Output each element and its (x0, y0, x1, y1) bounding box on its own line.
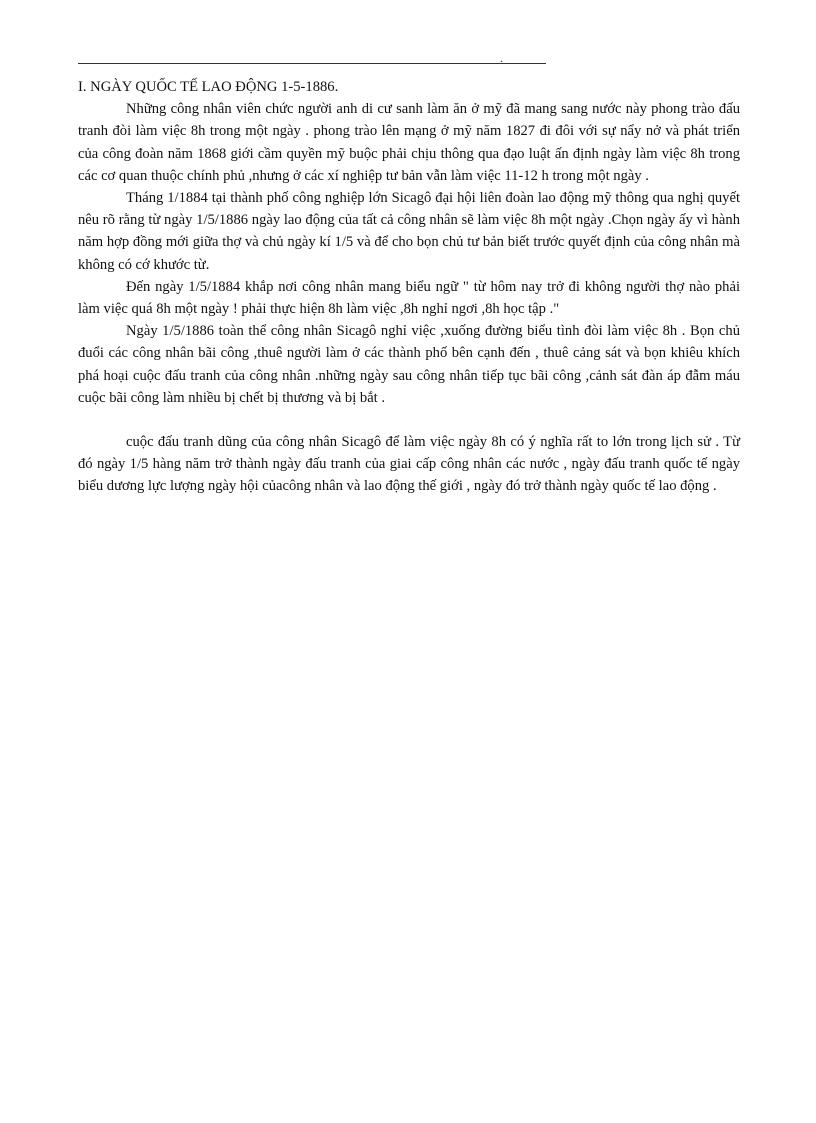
document-body (78, 76, 740, 498)
paragraph-1: Những công nhân viên chức người anh di cư sanh làm ăn ở mỹ đã mang sang nước này phong trào đấu tranh đòi làm việc 8h trong một ngày . phong trào lên mạng ở mỹ năm 1827 đi đôi với sự nẩy nở và phát triển của công đoàn năm 1868 giới cầm quyền mỹ buộc phải chịu thông qua đạo luật ấn định ngày làm việc 8h trong các cơ quan thuộc chính phủ ,nhưng ở các xí nghiệp tư bản vẫn làm việc 11-12 h trong một ngày . (78, 101, 740, 184)
paragraph-4: Ngày 1/5/1886 toàn thể công nhân Sicagô nghỉ việc ,xuống đường biểu tình đòi làm việc 8h . Bọn chủ đuổi các công nhân bãi công ,thuê người làm ở các thành phố bên cạnh đến , thuê cảng sát và bọn khiêu khích phá hoại cuộc đấu tranh của công nhân .những ngày sau công nhân tiếp tục bãi công ,cảnh sát đàn áp đẫm máu cuộc bãi công làm nhiều bị chết bị thương và bị bắt . (78, 323, 740, 406)
header-dot: . (500, 51, 503, 65)
section-title: I. NGÀY QUỐC TẾ LAO ĐỘNG 1-5-1886. (78, 79, 339, 95)
paragraph-3: Đến ngày 1/5/1884 khắp nơi công nhân mang biểu ngữ " từ hôm nay trở đi không người thợ nào phải làm việc quá 8h một ngày ! phải thực hiện 8h làm việc ,8h nghỉ ngơi ,8h học tập ." (78, 278, 740, 318)
paragraph-2: Tháng 1/1884 tại thành phố công nghiệp lớn Sicagô đại hội liên đoàn lao động mỹ thông qua nghị quyết nêu rõ rằng từ ngày 1/5/1886 ngày lao động của tất cả công nhân sẽ làm việc 8h một ngày .Chọn ngày ấy vì hành năm hợp đồng mới giữa thợ và chủ ngày kí 1/5 và để cho bọn chủ tư bản biết trước quyết định của công nhân mà không có cớ khước từ. (78, 190, 740, 273)
paragraph-5: cuộc đấu tranh dũng của công nhân Sicagô để làm việc ngày 8h có ý nghĩa rất to lớn trong lịch sử . Từ đó ngày 1/5 hàng năm trở thành ngày đấu tranh của giai cấp công nhân các nước , ngày đấu tranh quốc tế ngày biểu dương lực lượng ngày hội củacông nhân và lao động thế giới , ngày đó trở thành ngày quốc tế lao động . (78, 434, 740, 495)
header-rule (78, 63, 546, 64)
